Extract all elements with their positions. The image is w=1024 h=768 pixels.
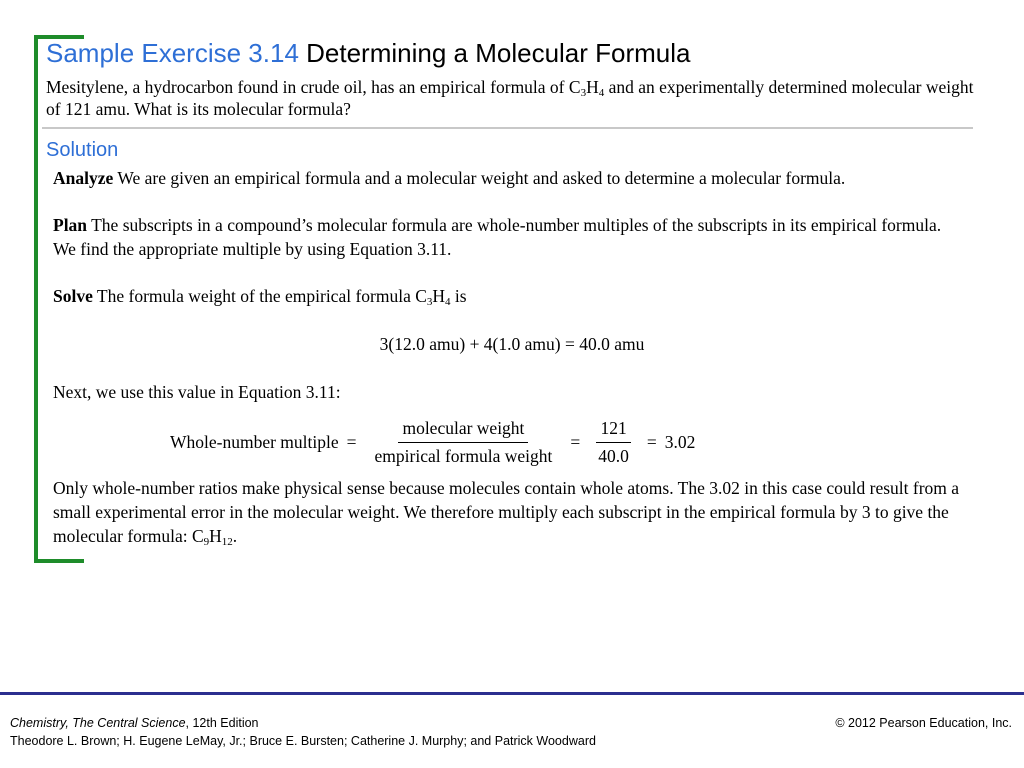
solve-sub-b: 4 xyxy=(445,296,451,308)
fraction-denominator: empirical formula weight xyxy=(374,445,553,466)
equation-lhs: Whole-number multiple xyxy=(170,431,339,452)
footer-edition: , 12th Edition xyxy=(185,716,259,730)
fraction-value-numerator: 121 xyxy=(596,418,630,443)
conclusion-sub-b: 12 xyxy=(221,536,233,548)
equation-result: 3.02 xyxy=(664,431,696,452)
conclusion-text-a: Only whole-number ratios make physical sense because molecules contain whole atoms. The 3.02 in this case could result from a small experimental error in the molecular weight. We therefore multiply each subscript in the empirical formula by 3 to give the molecular formula: C xyxy=(53,478,960,546)
separator-line xyxy=(42,127,973,129)
footer-divider xyxy=(0,692,1024,695)
formula-weight-calculation: 3(12.0 amu) + 4(1.0 amu) = 40.0 amu xyxy=(379,334,645,354)
fraction-numerator: molecular weight xyxy=(398,418,528,443)
title-exercise-number: Sample Exercise 3.14 xyxy=(46,38,299,68)
conclusion-paragraph xyxy=(53,476,968,548)
equals-sign: = xyxy=(346,431,357,452)
solve-text-c: is xyxy=(450,286,467,306)
fraction-value-denominator: 40.0 xyxy=(598,445,629,466)
analyze-text: We are given an empirical formula and a molecular weight and asked to determine a molecular formula. xyxy=(113,168,846,188)
question-text-c: and an experimentally determined molecular weight of 121 amu. What is its molecular formula? xyxy=(46,77,974,119)
slide-title xyxy=(46,38,691,69)
solve-label: Solve xyxy=(53,286,93,306)
solution-heading: Solution xyxy=(46,139,119,161)
footer-copyright: © 2012 Pearson Education, Inc. xyxy=(835,716,1012,730)
title-topic: Determining a Molecular Formula xyxy=(306,38,691,68)
question-sub-a: 3 xyxy=(580,87,587,99)
plan-label: Plan xyxy=(53,215,88,235)
problem-statement xyxy=(46,76,976,120)
analyze-label: Analyze xyxy=(53,168,114,188)
question-text-b: H xyxy=(586,77,599,97)
conclusion-text-c: . xyxy=(232,526,238,546)
solve-text-b: H xyxy=(432,286,446,306)
footer-citation xyxy=(10,714,596,750)
analyze-paragraph xyxy=(53,166,968,190)
whole-number-multiple-equation xyxy=(170,413,695,471)
footer-authors: Theodore L. Brown; H. Eugene LeMay, Jr.; Bruce E. Bursten; Catherine J. Murphy; and Patrick Woodward xyxy=(10,734,596,748)
solve-sub-a: 3 xyxy=(426,296,433,308)
question-sub-b: 4 xyxy=(598,87,605,99)
footer-book-title: Chemistry, The Central Science xyxy=(10,716,186,730)
question-text-a: Mesitylene, a hydrocarbon found in crude oil, has an empirical formula of C xyxy=(46,77,581,97)
fraction-definition xyxy=(371,418,557,467)
equals-sign: = xyxy=(646,431,657,452)
solve-paragraph xyxy=(53,284,968,308)
plan-text: The subscripts in a compound’s molecular formula are whole-number multiples of the subscripts in its empirical formula. We find the appropriate multiple by using Equation 3.11. xyxy=(53,215,942,259)
conclusion-text-b: H xyxy=(209,526,222,546)
next-step-text: Next, we use this value in Equation 3.11: xyxy=(53,382,341,402)
conclusion-sub-a: 9 xyxy=(203,536,210,548)
plan-paragraph xyxy=(53,213,968,261)
equals-sign: = xyxy=(570,431,581,452)
fraction-values xyxy=(594,418,633,467)
solve-text-a: The formula weight of the empirical formula C xyxy=(92,286,427,306)
